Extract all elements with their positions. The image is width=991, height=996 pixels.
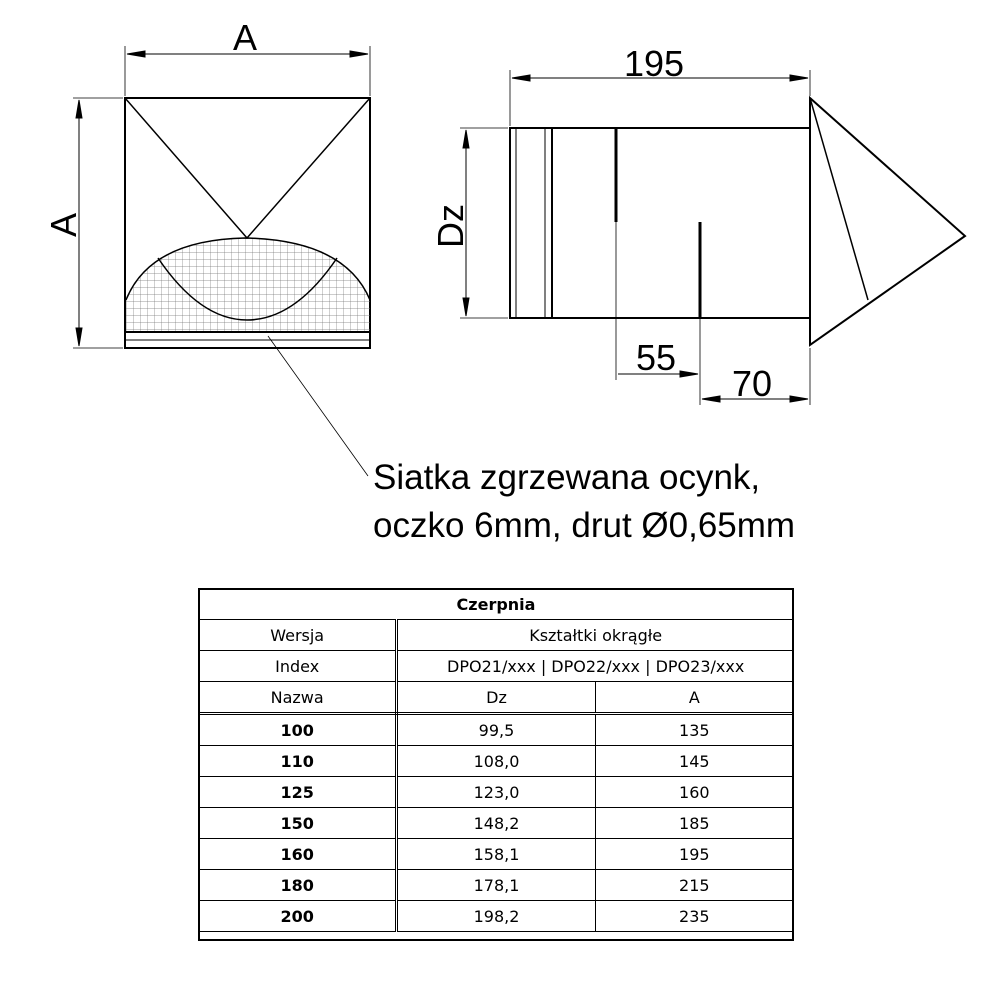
table-row — [199, 839, 794, 870]
cell-a: 185 — [595, 808, 793, 839]
cell-a: 135 — [595, 714, 793, 746]
front-width-label: A — [233, 17, 258, 58]
cell-dz: 178,1 — [397, 870, 595, 901]
cell-dz: 123,0 — [397, 777, 595, 808]
cell-dz: 198,2 — [397, 901, 595, 932]
body-tube — [552, 128, 810, 318]
cell-dz: 158,1 — [397, 839, 595, 870]
cell-a: 145 — [595, 746, 793, 777]
cell-name: 110 — [199, 746, 397, 777]
col-header-a: A — [595, 682, 793, 714]
cell-name: 200 — [199, 901, 397, 932]
front-height-label: A — [43, 212, 84, 237]
cell-a: 195 — [595, 839, 793, 870]
cell-a: 160 — [595, 777, 793, 808]
front-view-triangle — [125, 98, 370, 238]
table-row — [199, 746, 794, 777]
cell-name: 150 — [199, 808, 397, 839]
table-row — [199, 870, 794, 901]
mesh-fill — [126, 236, 370, 332]
row-value-index: DPO21/xxx | DPO22/xxx | DPO23/xxx — [397, 651, 794, 682]
cell-a: 235 — [595, 901, 793, 932]
cell-name: 125 — [199, 777, 397, 808]
col-header-nazwa: Nazwa — [199, 682, 397, 714]
cell-dz: 108,0 — [397, 746, 595, 777]
side-diameter-label: Dz — [430, 204, 471, 248]
spec-table-wrap — [198, 588, 794, 941]
cell-name: 100 — [199, 714, 397, 746]
leader-line — [268, 336, 368, 476]
hood-cone — [810, 98, 965, 345]
cell-dz: 148,2 — [397, 808, 595, 839]
table-row — [199, 901, 794, 932]
table-title: Czerpnia — [199, 589, 794, 620]
table-row — [199, 808, 794, 839]
dim-70-label: 70 — [732, 363, 773, 404]
side-dimensions — [460, 70, 810, 405]
cell-dz: 99,5 — [397, 714, 595, 746]
cell-a: 215 — [595, 870, 793, 901]
row-label-index: Index — [199, 651, 397, 682]
mesh-note-line2: oczko 6mm, drut Ø0,65mm — [373, 506, 796, 545]
row-value-wersja: Kształtki okrągłe — [397, 620, 794, 651]
cell-name: 180 — [199, 870, 397, 901]
col-header-dz: Dz — [397, 682, 595, 714]
side-view — [510, 98, 965, 345]
mesh-note-line1: Siatka zgrzewana ocynk, — [373, 458, 761, 497]
row-label-wersja: Wersja — [199, 620, 397, 651]
mesh-note — [373, 454, 795, 550]
side-length-label: 195 — [624, 43, 685, 84]
front-view — [125, 98, 370, 476]
table-row — [199, 714, 794, 746]
dim-55-label: 55 — [636, 337, 677, 378]
spec-table — [198, 588, 794, 932]
table-row — [199, 777, 794, 808]
cell-name: 160 — [199, 839, 397, 870]
